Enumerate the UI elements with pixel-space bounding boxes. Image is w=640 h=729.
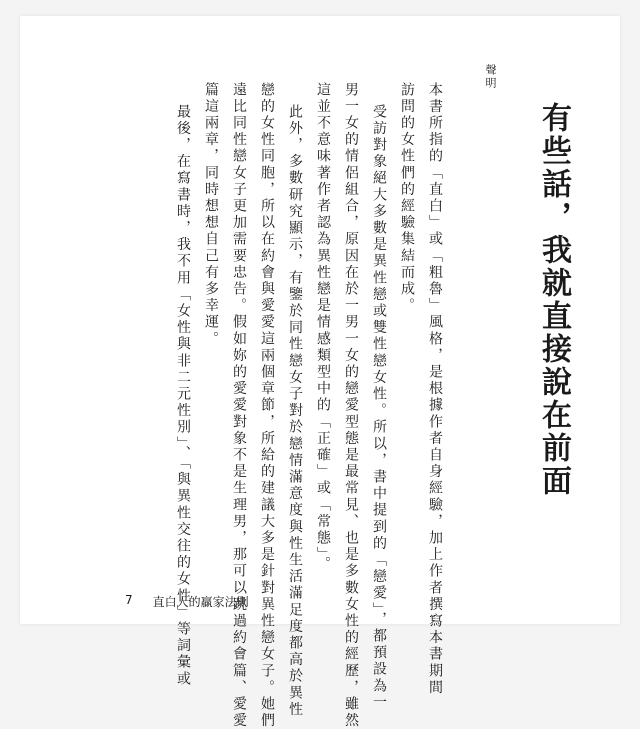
section-label: 聲明 [484,64,497,90]
body-line: 這並不意味著作者認為異性戀是情感類型中的「正確」或「常態」。 [315,82,331,573]
running-title: 直白人的贏家法則 [152,595,249,609]
body-line: 戀的女性同胞，所以在約會與愛愛這兩個章節，所給的建議大多是針對異性戀女子。她們 [259,82,275,729]
body-line: 此外，多數研究顯示，有鑒於同性戀女子對於戀情滿意度與性生活滿足度都高於異性 [287,104,303,719]
body-line: 男一女的情侶組合，原因在於一男一女的戀愛型態是最常見、也是多數女性的經歷，雖然 [343,82,359,729]
body-line: 受訪對象絕大多數是異性戀或雙性戀女性。所以，書中提到的「戀愛」，都預設為一 [371,104,387,712]
body-line: 訪問的女性們的經驗集結而成。 [399,82,415,315]
body-line: 篇這兩章，同時想想自己有多幸運。 [203,82,219,348]
book-page [20,16,620,729]
body-line: 本書所指的「直白」或「粗魯」風格，是根據作者自身經驗，加上作者撰寫本書期間 [427,82,443,697]
page-title: 有些話，我就直接說在前面 [536,102,571,498]
page-number: 7 [125,593,133,607]
body-line: 最後，在寫書時，我不用「女性與非二元性別」、「與異性交往的女性」等詞彙或 [175,104,191,688]
body-line: 遠比同性戀女子更加需要忠告。假如妳的愛愛對象不是生理男，那可以跳過約會篇、愛愛 [231,82,247,729]
page-footer [125,593,249,610]
